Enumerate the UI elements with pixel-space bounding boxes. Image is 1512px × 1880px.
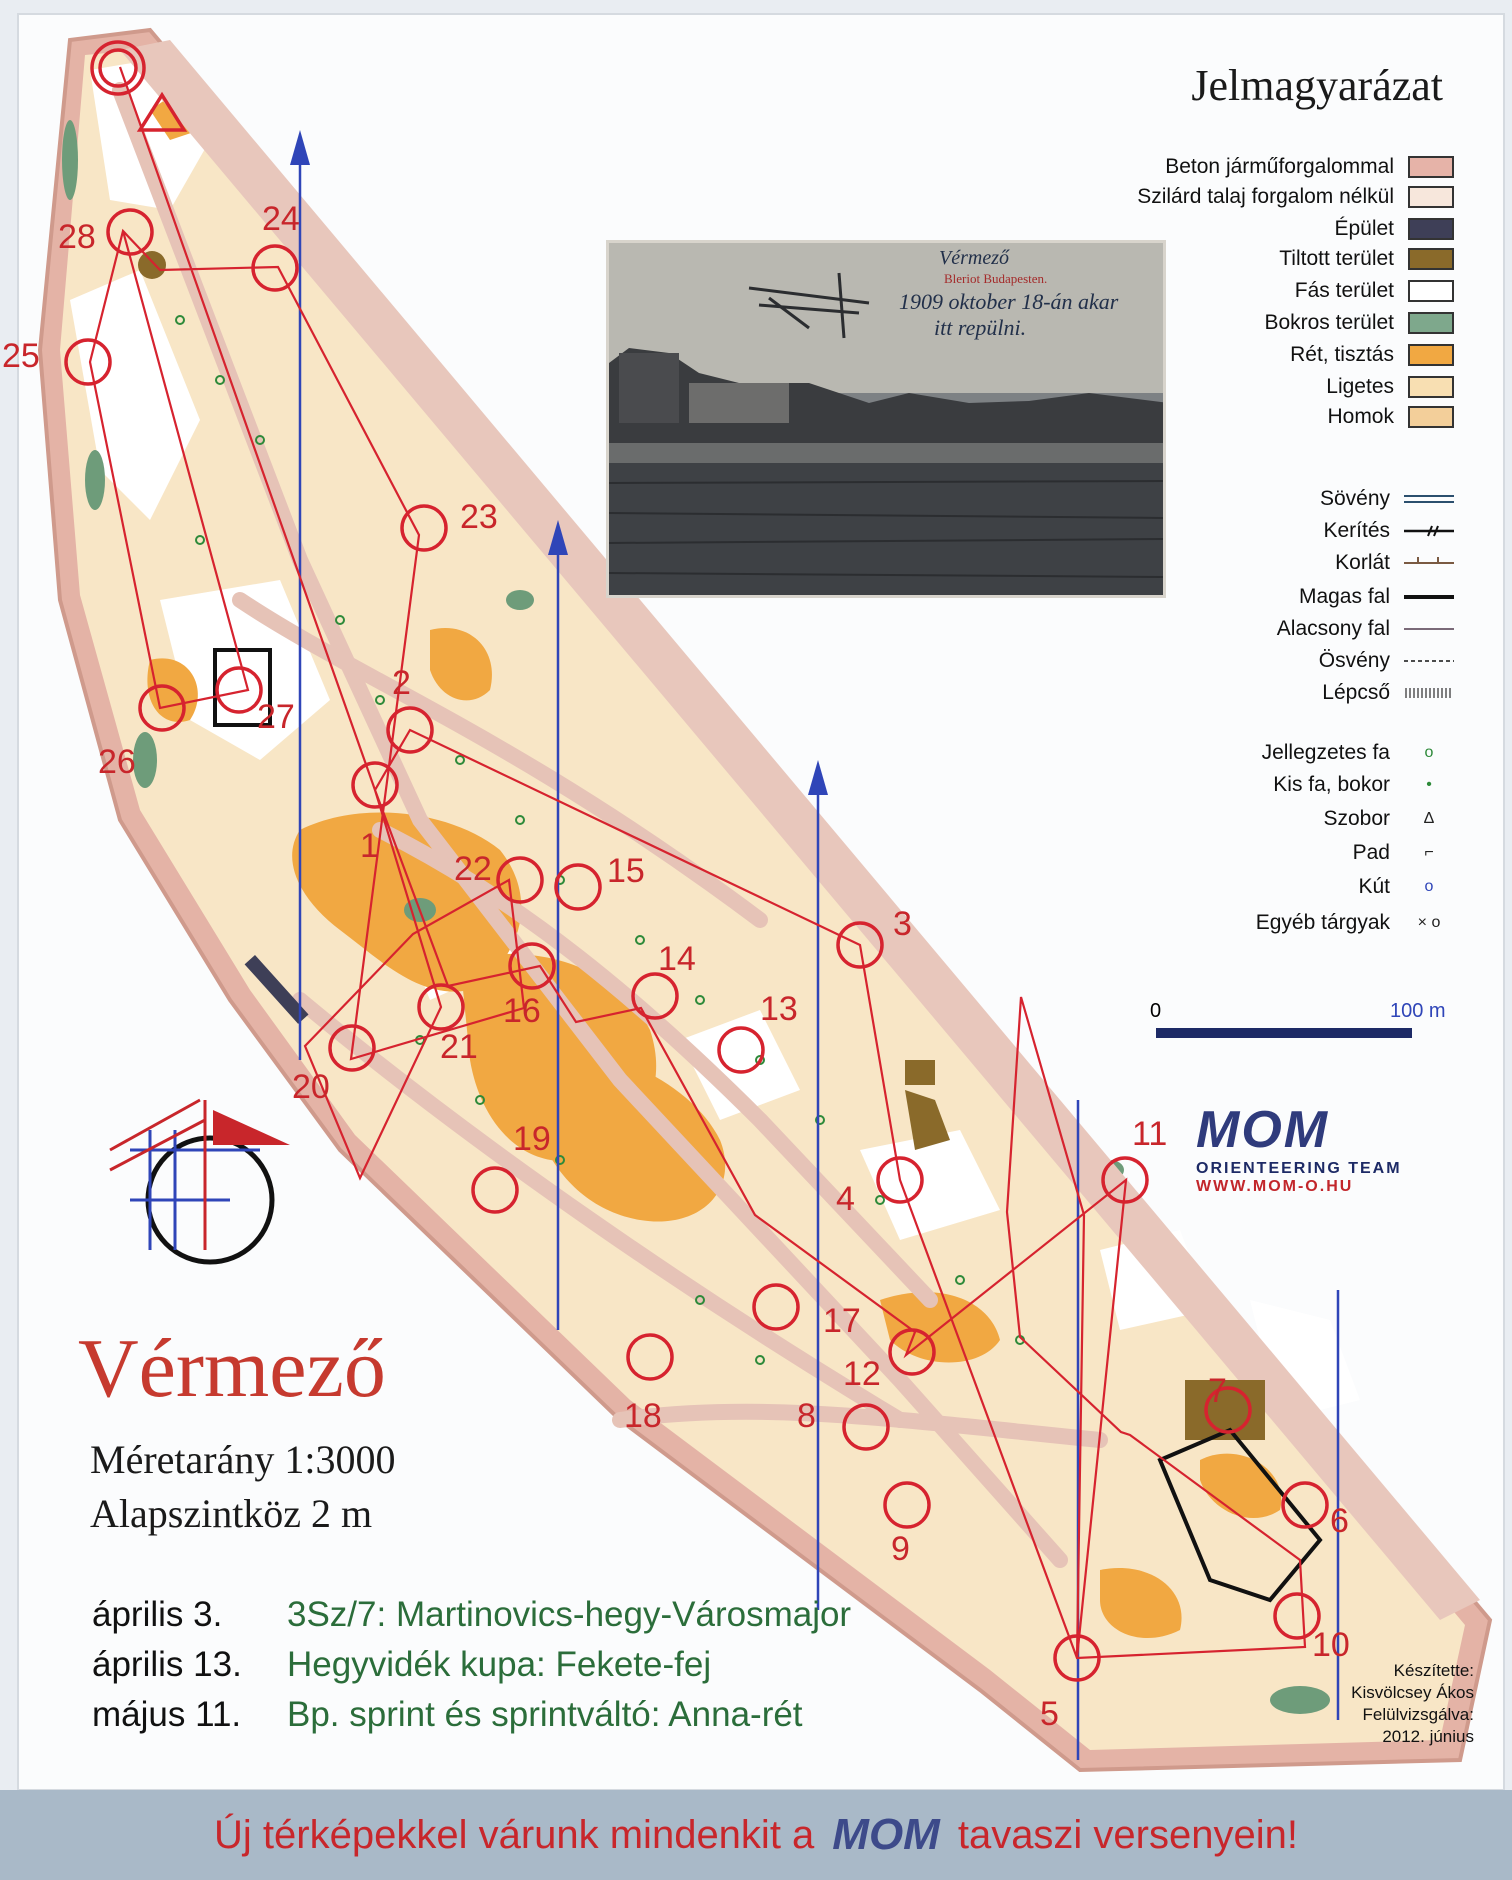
photo-handwriting: 1909 oktober 18-án akar bbox=[899, 289, 1119, 314]
mom-logo bbox=[1196, 1100, 1436, 1196]
mom-logo-word: MOM bbox=[1196, 1101, 1330, 1159]
event-item bbox=[92, 1590, 851, 1640]
legend-row bbox=[1358, 872, 1454, 902]
event-date: április 13. bbox=[92, 1645, 242, 1684]
legend-row bbox=[1334, 214, 1454, 244]
legend-label: Magas fal bbox=[1298, 585, 1390, 608]
credits bbox=[1351, 1660, 1474, 1748]
legend-label: Rét, tisztás bbox=[1290, 343, 1394, 366]
legend-row bbox=[1320, 484, 1454, 514]
mom-logo-url: WWW.MOM-O.HU bbox=[1196, 1178, 1354, 1195]
credits-line: Felülvizsgálva: bbox=[1362, 1705, 1474, 1724]
photo-handwriting: itt repülni. bbox=[934, 315, 1027, 340]
control-number: 26 bbox=[98, 743, 136, 781]
control-number: 4 bbox=[836, 1180, 855, 1218]
control-number: 18 bbox=[624, 1397, 662, 1435]
legend-symbol-icon: o bbox=[1424, 744, 1434, 761]
legend-symbol-icon: • bbox=[1426, 776, 1432, 793]
control-number: 8 bbox=[797, 1397, 816, 1435]
event-list bbox=[92, 1590, 851, 1740]
event-date: április 3. bbox=[92, 1595, 223, 1634]
legend-row bbox=[1319, 646, 1454, 676]
credits-line: Kisvölcsey Ákos bbox=[1351, 1683, 1474, 1702]
banner-logo: MOM bbox=[832, 1810, 940, 1859]
legend-label: Tiltott terület bbox=[1279, 247, 1394, 270]
event-text: Hegyvidék kupa: Fekete-fej bbox=[287, 1645, 712, 1684]
legend-row bbox=[1137, 182, 1454, 212]
legend-swatch bbox=[1408, 280, 1454, 302]
credits-line: Készítette: bbox=[1393, 1661, 1474, 1680]
legend-label: Jellegzetes fa bbox=[1261, 741, 1390, 764]
control-number: 2 bbox=[392, 664, 411, 702]
event-text: 3Sz/7: Martinovics-hegy-Városmajor bbox=[287, 1595, 852, 1634]
legend-row bbox=[1262, 738, 1454, 768]
banner-text-after: tavaszi versenyein! bbox=[957, 1812, 1298, 1857]
legend-label: Épület bbox=[1334, 217, 1394, 240]
legend-row bbox=[1353, 838, 1454, 868]
control-number: 17 bbox=[823, 1302, 861, 1340]
legend-label: Kis fa, bokor bbox=[1273, 773, 1390, 796]
legend-row bbox=[1256, 908, 1454, 938]
legend-row bbox=[1277, 614, 1454, 644]
legend-symbol-icon: × o bbox=[1417, 914, 1441, 931]
legend-label: Bokros terület bbox=[1264, 311, 1394, 334]
event-date: május 11. bbox=[92, 1695, 242, 1734]
banner-text-before: Új térképekkel várunk mindenkit a bbox=[214, 1812, 815, 1857]
legend-row bbox=[1165, 152, 1454, 182]
map-title: Vérmező bbox=[78, 1322, 386, 1415]
legend-label: Lépcső bbox=[1322, 681, 1390, 704]
legend-label: Sövény bbox=[1319, 487, 1390, 510]
photo-caption-print: Bleriot Budapesten. bbox=[944, 271, 1048, 286]
legend-swatch bbox=[1408, 218, 1454, 240]
control-number: 28 bbox=[58, 218, 96, 256]
map-contour-text: Alapszintköz 2 m bbox=[90, 1491, 373, 1536]
legend-row bbox=[1335, 548, 1454, 578]
scale-bar-graphic bbox=[1156, 1028, 1412, 1038]
legend-label: Homok bbox=[1327, 405, 1394, 428]
legend-row bbox=[1264, 308, 1454, 338]
railing-line-icon bbox=[1404, 554, 1454, 572]
fence-line-icon bbox=[1404, 522, 1454, 540]
legend-label: Korlát bbox=[1335, 551, 1390, 574]
double-line-icon bbox=[1404, 490, 1454, 508]
legend-label: Szobor bbox=[1323, 807, 1390, 830]
legend-symbol-icon: Δ bbox=[1423, 810, 1435, 827]
control-number: 11 bbox=[1132, 1115, 1168, 1153]
map-scale-text: Méretarány 1:3000 bbox=[90, 1437, 396, 1482]
legend-label: Kerítés bbox=[1323, 519, 1390, 542]
legend-row bbox=[1279, 244, 1454, 274]
thick-line-icon bbox=[1404, 588, 1454, 606]
control-number: 1 bbox=[360, 827, 379, 865]
dashed-line-icon bbox=[1404, 652, 1454, 670]
control-number: 7 bbox=[1208, 1372, 1227, 1410]
legend-row bbox=[1273, 770, 1454, 800]
credits-line: 2012. június bbox=[1382, 1727, 1474, 1746]
stairs-line-icon bbox=[1404, 684, 1454, 702]
control-number: 3 bbox=[893, 905, 912, 943]
control-number: 9 bbox=[891, 1530, 910, 1568]
thin-line-icon bbox=[1404, 620, 1454, 638]
event-text: Bp. sprint és sprintváltó: Anna-rét bbox=[287, 1695, 803, 1734]
control-number: 23 bbox=[460, 498, 498, 536]
legend-row bbox=[1295, 276, 1454, 306]
control-number: 24 bbox=[262, 200, 300, 238]
event-item bbox=[92, 1690, 851, 1740]
control-number: 14 bbox=[658, 940, 696, 978]
control-number: 13 bbox=[760, 990, 798, 1028]
control-number: 16 bbox=[503, 992, 541, 1030]
control-number: 5 bbox=[1040, 1695, 1059, 1733]
control-number: 21 bbox=[440, 1028, 478, 1066]
control-number: 19 bbox=[513, 1120, 551, 1158]
legend-row bbox=[1323, 516, 1454, 546]
control-number: 12 bbox=[843, 1355, 881, 1393]
mom-logo-subtitle: ORIENTEERING TEAM bbox=[1196, 1160, 1402, 1177]
legend-swatch bbox=[1408, 376, 1454, 398]
scale-bar bbox=[1150, 1000, 1450, 1060]
legend-symbol-icon: ⌐ bbox=[1424, 844, 1434, 861]
legend-swatch bbox=[1408, 186, 1454, 208]
control-number: 22 bbox=[454, 850, 492, 888]
scale-start-label: 0 bbox=[1150, 1000, 1162, 1022]
legend-label: Ösvény bbox=[1318, 649, 1390, 672]
control-number: 25 bbox=[2, 337, 40, 375]
control-number: 20 bbox=[292, 1068, 330, 1106]
control-number: 10 bbox=[1312, 1626, 1350, 1664]
legend-row bbox=[1290, 340, 1454, 370]
historic-photo bbox=[606, 240, 1166, 598]
legend-swatch bbox=[1408, 248, 1454, 270]
scale-end-label: 100 m bbox=[1390, 1000, 1446, 1022]
legend-row bbox=[1323, 804, 1454, 834]
legend-label: Ligetes bbox=[1326, 375, 1394, 398]
legend-swatch bbox=[1408, 156, 1454, 178]
legend-swatch bbox=[1408, 344, 1454, 366]
legend-swatch bbox=[1408, 406, 1454, 428]
legend-label: Szilárd talaj forgalom nélkül bbox=[1137, 185, 1394, 208]
legend-row bbox=[1326, 372, 1454, 402]
legend-row bbox=[1327, 402, 1454, 432]
bottom-banner bbox=[0, 1790, 1512, 1880]
control-number: 15 bbox=[607, 852, 645, 890]
legend-label: Beton járműforgalommal bbox=[1165, 155, 1394, 178]
legend-label: Kút bbox=[1358, 875, 1390, 898]
legend-label: Egyéb tárgyak bbox=[1255, 911, 1390, 934]
control-number: 27 bbox=[257, 698, 295, 736]
legend-swatch bbox=[1408, 312, 1454, 334]
legend-symbol-icon: o bbox=[1424, 878, 1434, 895]
legend-row bbox=[1322, 678, 1454, 708]
control-number: 6 bbox=[1330, 1502, 1349, 1540]
photo-caption: Vérmező bbox=[939, 247, 1009, 269]
legend-row bbox=[1299, 582, 1454, 612]
legend-label: Fás terület bbox=[1294, 279, 1394, 302]
legend-title: Jelmagyarázat bbox=[1191, 61, 1443, 110]
legend-label: Alacsony fal bbox=[1276, 617, 1390, 640]
legend-label: Pad bbox=[1352, 841, 1390, 864]
event-item bbox=[92, 1640, 851, 1690]
